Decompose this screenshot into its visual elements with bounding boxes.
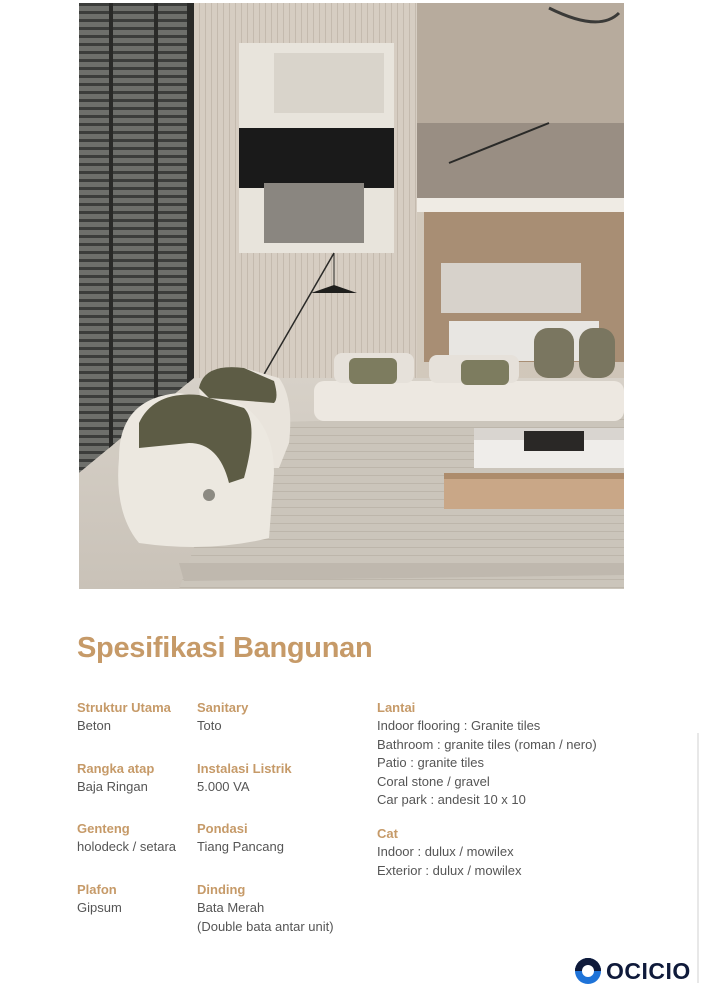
spec-line: Coral stone / gravel [377, 773, 490, 789]
spec-pondasi [197, 820, 284, 856]
spec-line: Patio : granite tiles [377, 755, 484, 770]
page-title: Spesifikasi Bangunan [77, 632, 373, 664]
spec-label: Rangka atap [77, 761, 155, 776]
spec-label: Pondasi [197, 821, 248, 836]
hero-interior-image [79, 3, 624, 589]
spec-line: Exterior : dulux / mowilex [377, 862, 522, 878]
spec-label: Plafon [77, 882, 117, 897]
spec-line: Bata Merah [197, 900, 265, 915]
spec-value-lines [377, 717, 597, 810]
spec-value: Gipsum [77, 900, 122, 915]
spec-value-lines [197, 899, 334, 936]
spec-value-lines [377, 843, 522, 880]
spec-line: (Double bata antar unit) [197, 918, 334, 934]
spec-label: Lantai [377, 700, 416, 715]
spec-line: Indoor flooring : Granite tiles [377, 718, 541, 733]
spec-line: Indoor : dulux / mowilex [377, 844, 514, 859]
ocicio-logo [574, 956, 691, 986]
spec-label: Dinding [197, 882, 246, 897]
spec-label: Genteng [77, 821, 130, 836]
spec-genteng [77, 820, 176, 856]
spec-lantai [377, 699, 597, 810]
spec-value: Toto [197, 718, 222, 733]
spec-label: Sanitary [197, 700, 249, 715]
spec-plafon [77, 881, 122, 917]
living-room-illustration [79, 3, 624, 589]
spec-value: Baja Ringan [77, 779, 148, 794]
spec-value: Beton [77, 718, 111, 733]
spec-struktur-utama [77, 699, 171, 735]
spec-sanitary [197, 699, 248, 735]
spec-value: 5.000 VA [197, 779, 250, 794]
spec-rangka-atap [77, 760, 154, 796]
spec-instalasi-listrik [197, 760, 292, 796]
spec-dinding [197, 881, 334, 936]
spec-label: Instalasi Listrik [197, 761, 292, 776]
spec-cat [377, 825, 522, 880]
logo-text: OCICIO [606, 957, 691, 984]
spec-line: Bathroom : granite tiles (roman / nero) [377, 736, 597, 752]
spec-value: holodeck / setara [77, 839, 177, 854]
spec-value: Tiang Pancang [197, 839, 284, 854]
ocicio-logo-icon [574, 957, 602, 985]
spec-line: Car park : andesit 10 x 10 [377, 792, 526, 807]
spec-label: Cat [377, 826, 398, 841]
spec-label: Struktur Utama [77, 700, 171, 715]
page-edge-divider [697, 733, 699, 983]
